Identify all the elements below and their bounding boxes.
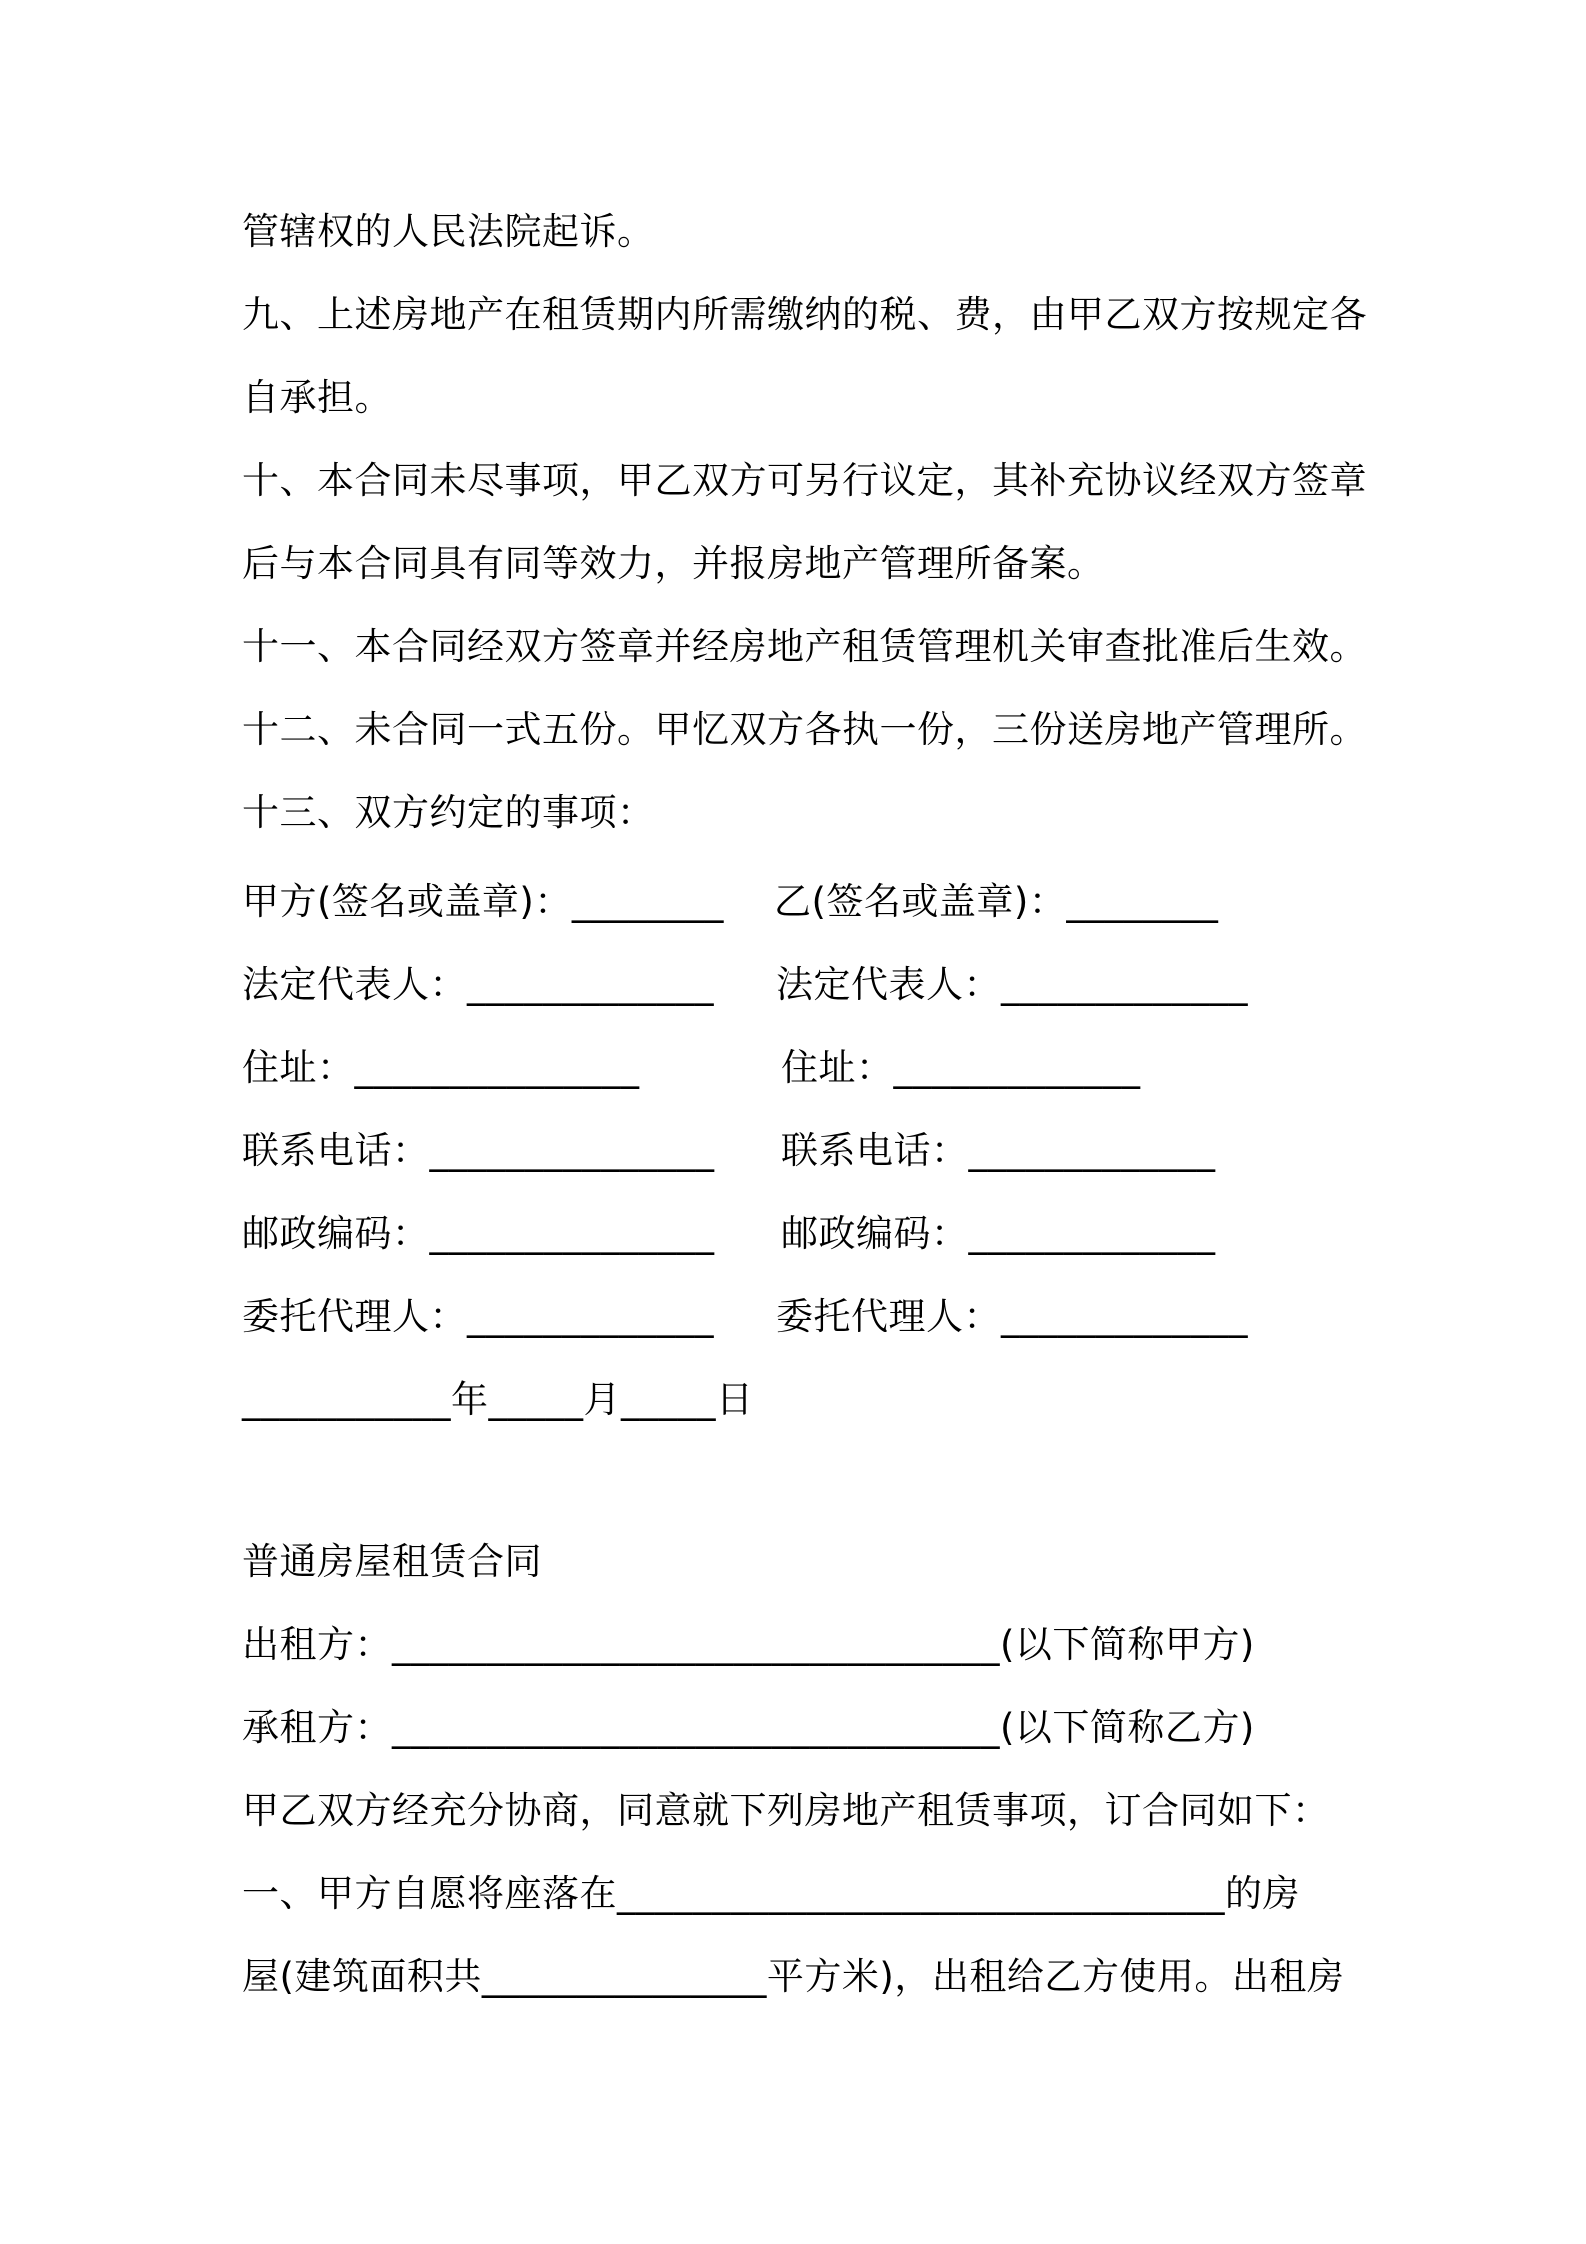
date-line: ___________年_____月_____日 (242, 1378, 754, 1421)
intro-paragraph: 甲乙双方经充分协商，同意就下列房地产租赁事项，订合同如下： (242, 1789, 1330, 1832)
signature-right-party-b: 乙(签名或盖章)：________ (774, 880, 1219, 923)
signature-left-agent: 委托代理人：_____________ (242, 1295, 714, 1338)
lessee-line: 承租方：________________________________(以下简称乙方) (242, 1706, 1255, 1749)
paragraph: 九、上述房地产在租赁期内所需缴纳的税、费，由甲乙双方按规定各 (242, 293, 1367, 336)
clause-1-line-1: 一、甲方自愿将座落在________________________________的房 (242, 1872, 1300, 1915)
signature-right-agent: 委托代理人：_____________ (776, 1295, 1248, 1338)
signature-right-postcode: 邮政编码：_____________ (781, 1212, 1216, 1255)
contract-title: 普通房屋租赁合同 (242, 1540, 542, 1583)
paragraph: 十一、本合同经双方签章并经房地产租赁管理机关审查批准后生效。 (242, 625, 1367, 668)
signature-left-phone: 联系电话：_______________ (242, 1129, 715, 1172)
signature-left-postcode: 邮政编码：_______________ (242, 1212, 715, 1255)
clause-1-line-2: 屋(建筑面积共_______________平方米)，出租给乙方使用。出租房 (242, 1955, 1345, 1998)
signature-right-phone: 联系电话：_____________ (781, 1129, 1216, 1172)
signature-left-address: 住址：_______________ (242, 1046, 640, 1089)
signature-right-legal-rep: 法定代表人：_____________ (776, 963, 1248, 1006)
lessor-line: 出租方：________________________________(以下简称甲方) (242, 1623, 1255, 1666)
paragraph: 十三、双方约定的事项： (242, 791, 655, 834)
signature-right-address: 住址：_____________ (781, 1046, 1141, 1089)
signature-left-party-a: 甲方(签名或盖章)：________ (242, 880, 724, 923)
paragraph: 十、本合同未尽事项，甲乙双方可另行议定，其补充协议经双方签章 (242, 459, 1367, 502)
paragraph: 自承担。 (242, 376, 392, 419)
signature-left-legal-rep: 法定代表人：_____________ (242, 963, 714, 1006)
paragraph: 后与本合同具有同等效力，并报房地产管理所备案。 (242, 542, 1105, 585)
paragraph: 管辖权的人民法院起诉。 (242, 210, 655, 253)
paragraph: 十二、未合同一式五份。甲忆双方各执一份，三份送房地产管理所。 (242, 708, 1367, 751)
